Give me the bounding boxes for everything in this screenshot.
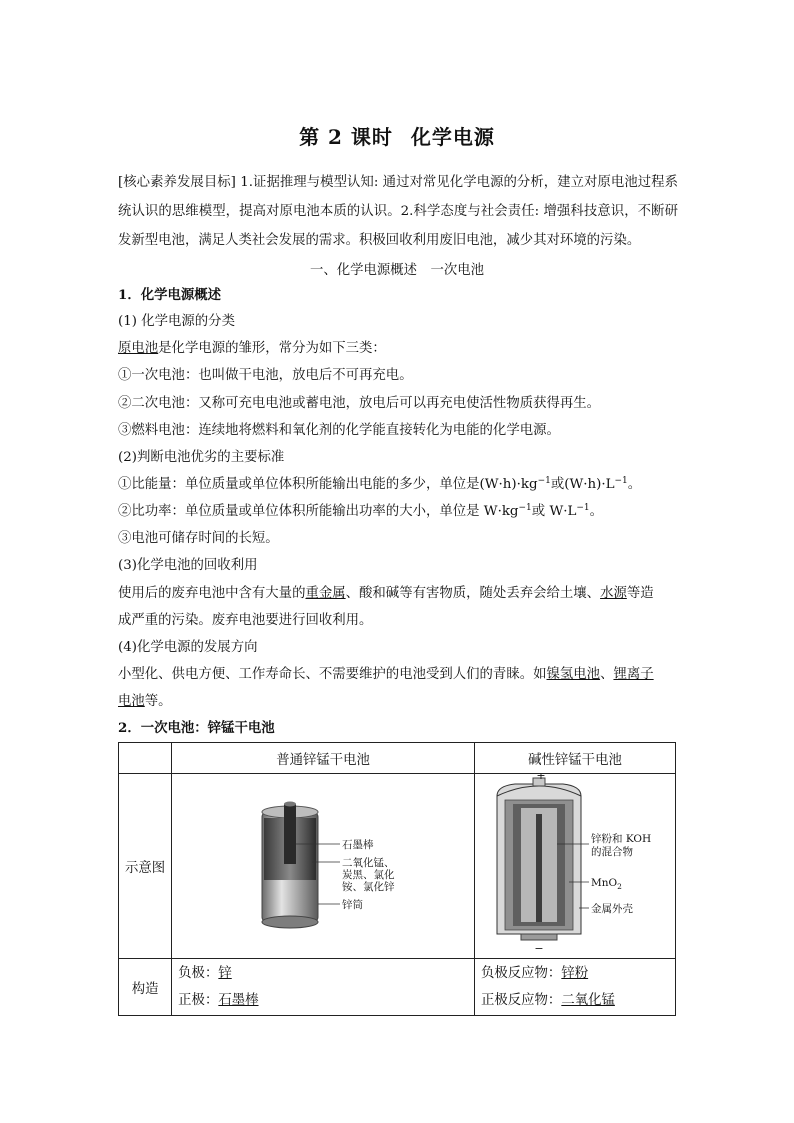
sub-recycling: (3)化学电池的回收利用 <box>118 558 258 573</box>
negative-reactant: 负极反应物：锌粉 <box>480 966 589 981</box>
label-zinc-can: 锌筒 <box>342 899 364 911</box>
label-mno2-3: 铵、氯化锌 <box>342 881 395 893</box>
label-plus: + <box>536 774 546 782</box>
battery-table <box>118 742 676 1016</box>
title-lesson: 第 2 课时 <box>299 125 393 149</box>
heading-overview: 1．化学电源概述 <box>118 287 222 303</box>
sub-criteria: (2)判断电池优劣的主要标准 <box>118 450 285 465</box>
text-line: ①一次电池：也叫做干电池，放电后不可再充电。 <box>118 368 413 383</box>
text-line: 成严重的污染。废弃电池要进行回收利用。 <box>118 613 373 628</box>
figure-ordinary-cell <box>172 774 475 959</box>
negative-electrode: 负极：锌 <box>178 966 232 981</box>
text-line: 原电池是化学电源的雏形，常分为如下三类： <box>118 341 386 356</box>
alkaline-battery-figure <box>475 774 675 954</box>
row-label-diagram: 示意图 <box>119 774 172 959</box>
positive-electrode: 正极：石墨棒 <box>178 993 259 1008</box>
battery-body <box>262 802 318 929</box>
sub-classification: (1) 化学电源的分类 <box>118 314 235 329</box>
header-ordinary: 普通锌锰干电池 <box>172 743 475 774</box>
positive-reactant: 正极反应物：二氧化锰 <box>480 993 615 1008</box>
section-heading: 一、化学电源概述 一次电池 <box>309 263 485 278</box>
title-topic: 化学电源 <box>410 125 495 149</box>
table-header-row <box>119 743 676 774</box>
goals-paragraph <box>118 168 678 255</box>
label-zinc-koh-1: 锌粉和 KOH <box>590 833 652 845</box>
goals-tag: [核心素养发展目标] <box>118 175 236 190</box>
label-minus: − <box>534 942 544 954</box>
label-mno2: MnO$_2$ <box>590 877 622 891</box>
page-title <box>0 121 794 150</box>
label-mno2-1: 二氧化锰、 <box>342 857 395 869</box>
header-alkaline: 碱性锌锰干电池 <box>474 743 675 774</box>
text-line: ②二次电池：又称可充电电池或蓄电池，放电后可以再充电使活性物质获得再生。 <box>118 396 601 411</box>
table-corner <box>119 743 172 774</box>
figure-alkaline-cell <box>474 774 675 959</box>
row-label-structure: 构造 <box>119 959 172 1016</box>
structure-alkaline <box>474 959 675 1016</box>
text-line: ①比能量：单位质量或单位体积所能输出电能的多少，单位是$(W\cdot h)\cdot kg^{-1}$或$(W\cdot h)\cdot L^{-1}$。 <box>118 476 642 492</box>
label-zinc-koh-2: 的混合物 <box>590 846 633 858</box>
structure-ordinary <box>172 959 475 1016</box>
label-metal-shell: 金属外壳 <box>590 903 633 915</box>
alkaline-battery-body <box>497 778 581 940</box>
text-line: 使用后的废弃电池中含有大量的重金属、酸和碱等有害物质，随处丢弃会给土壤、水源等造 <box>118 586 654 601</box>
text-line: ②比功率：单位质量或单位体积所能输出功率的大小，单位是 $W\cdot kg^{-1}$或 $W\cdot L^{-1}$。 <box>118 503 604 519</box>
text-line: 电池等。 <box>118 694 172 709</box>
goals-text: 1.证据推理与模型认知: 通过对常见化学电源的分析，建立对原电池过程系统认识的思维模型，提高对原电池本质的认识。2.科学态度与社会责任: 增强科技意识，不断研发新型电池，满足人类社会发展的需求。积极回收利用废旧电池，减少其对环境的污染。 <box>118 175 678 248</box>
label-mno2-2: 炭黑、氯化 <box>342 869 395 881</box>
table-row <box>119 959 676 1016</box>
text-line: ③燃料电池：连续地将燃料和氧化剂的化学能直接转化为电能的化学电源。 <box>118 423 560 438</box>
table-row <box>119 774 676 959</box>
text-line: 小型化、供电方便、工作寿命长、不需要维护的电池受到人们的青睐。如镍氢电池、锂离子 <box>118 667 654 682</box>
underline-term: 原电池 <box>118 341 159 356</box>
heading-primary-battery: 2．一次电池：锌锰干电池 <box>118 720 275 736</box>
sub-direction: (4)化学电源的发展方向 <box>118 640 258 655</box>
zinc-manganese-battery-figure <box>172 774 472 954</box>
label-graphite-rod: 石墨棒 <box>342 839 374 851</box>
text-line: ③电池可储存时间的长短。 <box>118 531 279 546</box>
